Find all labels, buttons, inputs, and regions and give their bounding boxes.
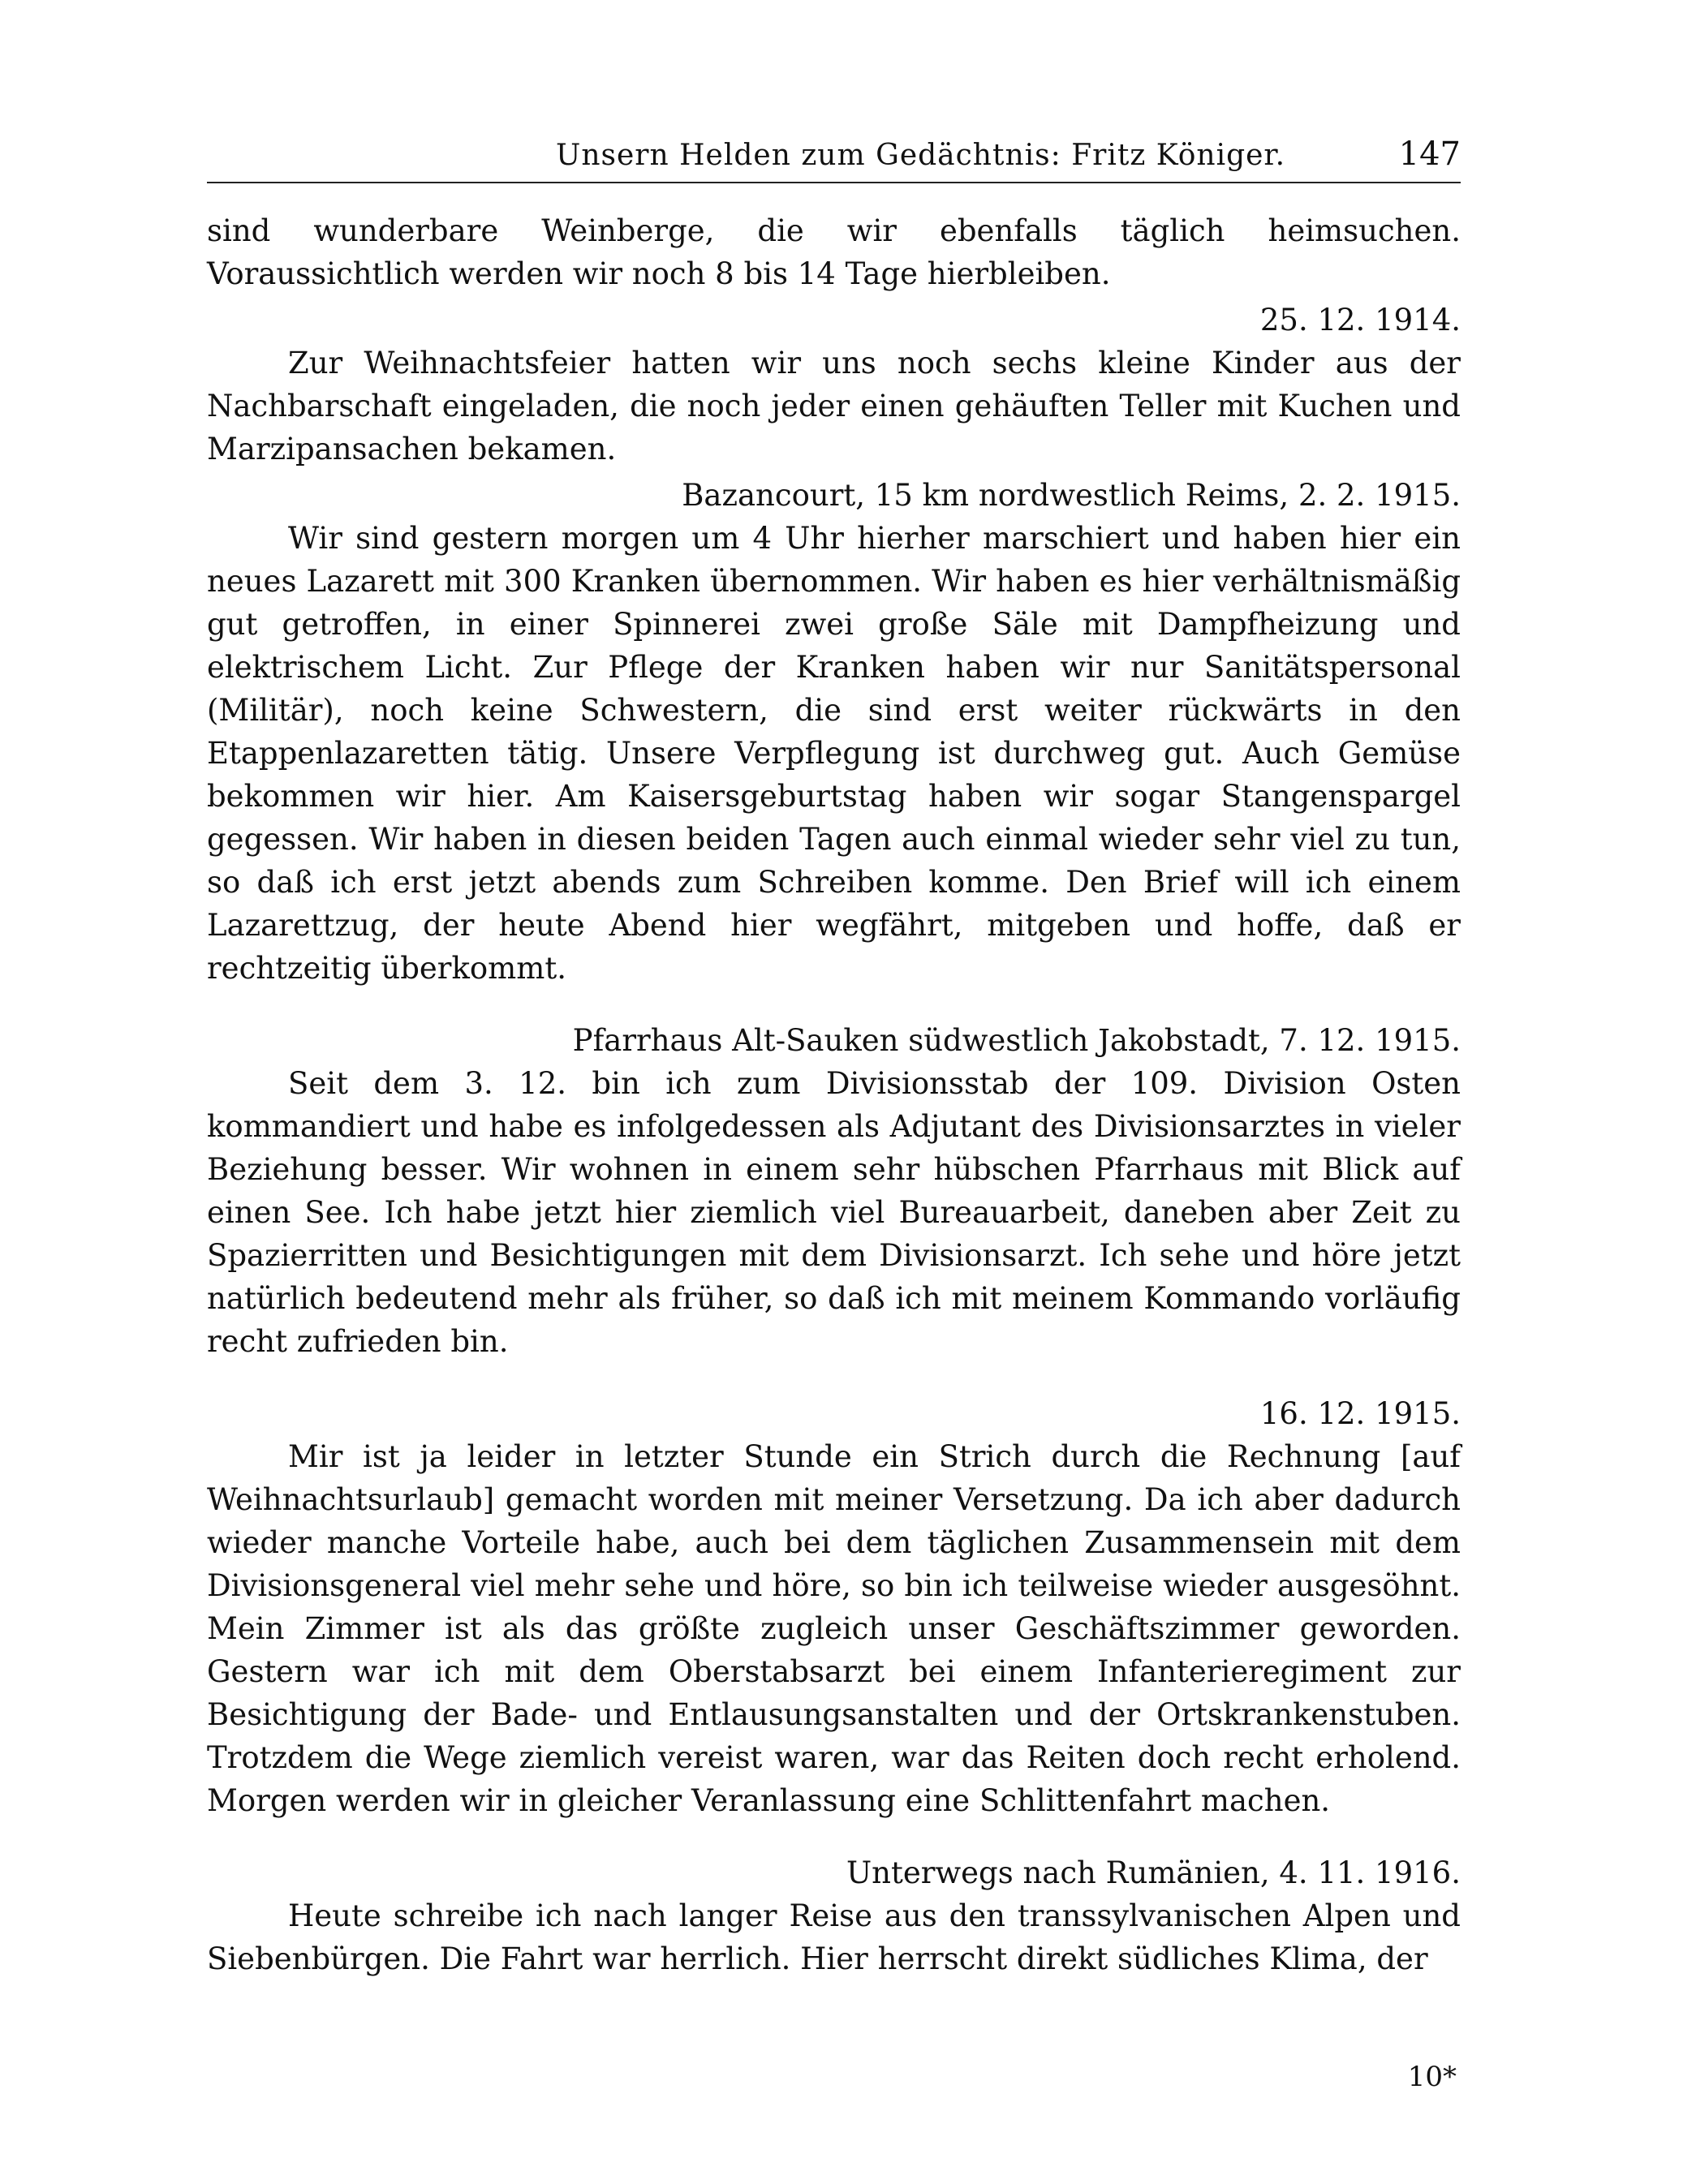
- dateline: Unterwegs nach Rumänien, 4. 11. 1916.: [846, 1855, 1461, 1890]
- dateline: 16. 12. 1915.: [1259, 1396, 1461, 1431]
- dateline: Bazancourt, 15 km nordwestlich Reims, 2. 2. 1915.: [682, 478, 1461, 513]
- page-header: [207, 135, 1461, 183]
- page-number: 147: [1398, 135, 1461, 173]
- paragraph: Seit dem 3. 12. bin ich zum Divisionsstab der 109. Division Osten kommandiert und habe es infolgedessen als Adjutant des Divisionsarztes in vieler Beziehung besser. Wir wohnen in einem sehr hübschen Pfarrhaus mit Blick auf einen See. Ich habe jetzt hier ziemlich viel Bureauarbeit, daneben aber Zeit zu Spazierritten und Besichtigungen mit dem Divisionsarzt. Ich sehe und höre jetzt natürlich bedeutend mehr als früher, so daß ich mit meinem Kommando vorläufig recht zufrieden bin.: [207, 1066, 1461, 1359]
- header-rule: [207, 182, 1461, 183]
- paragraph: Mir ist ja leider in letzter Stunde ein Strich durch die Rechnung [auf Weihnachtsurlaub] gemacht worden mit meiner Versetzung. Da ich aber dadurch wieder manche Vorteile habe, auch bei dem täglichen Zusammensein mit dem Divisionsgeneral viel mehr sehe und höre, so bin ich teilweise wieder ausgesöhnt. Mein Zimmer ist als das größte zugleich unser Geschäftszimmer geworden. Gestern war ich mit dem Oberstabsarzt bei einem Infanterieregiment zur Besichtigung der Bade- und Entlausungsanstalten und der Ortskrankenstuben. Trotzdem die Wege ziemlich vereist waren, war das Reiten doch recht erholend. Morgen werden wir in gleicher Veranlassung eine Schlittenfahrt machen.: [207, 1439, 1461, 1818]
- paragraph: sind wunderbare Weinberge, die wir ebenfalls täglich heimsuchen. Voraussichtlich werden wir noch 8 bis 14 Tage hierbleiben.: [207, 213, 1461, 291]
- body-text: [207, 209, 1461, 1980]
- paragraph: Wir sind gestern morgen um 4 Uhr hierher marschiert und haben hier ein neues Lazarett mit 300 Kranken übernommen. Wir haben es hier verhältnismäßig gut getroffen, in einer Spinnerei zwei große Säle mit Dampfheizung und elektrischem Licht. Zur Pflege der Kranken haben wir nur Sanitätspersonal (Militär), noch keine Schwestern, die sind erst weiter rückwärts in den Etappenlazaretten tätig. Unsere Verpflegung ist durchweg gut. Auch Gemüse bekommen wir hier. Am Kaisersgeburtstag haben wir sogar Stangenspargel gegessen. Wir haben in diesen beiden Tagen auch einmal wieder sehr viel zu tun, so daß ich erst jetzt abends zum Schreiben komme. Den Brief will ich einem Lazarettzug, der heute Abend hier wegfährt, mitgeben und hoffe, daß er rechtzeitig überkommt.: [207, 521, 1461, 986]
- paragraph: Heute schreibe ich nach langer Reise aus den transsylvanischen Alpen und Siebenbürgen. Die Fahrt war herrlich. Hier herrscht direkt südliches Klima, der: [207, 1898, 1461, 1976]
- signature-mark: 10*: [1407, 2061, 1457, 2093]
- paragraph: Zur Weihnachtsfeier hatten wir uns noch sechs kleine Kinder aus der Nachbarschaft eingeladen, die noch jeder einen gehäuften Teller mit Kuchen und Marzipansachen bekamen.: [207, 346, 1461, 466]
- dateline: 25. 12. 1914.: [1259, 303, 1461, 337]
- dateline: Pfarrhaus Alt-Sauken südwestlich Jakobstadt, 7. 12. 1915.: [572, 1023, 1461, 1058]
- running-title: Unsern Helden zum Gedächtnis: Fritz Königer.: [556, 139, 1286, 172]
